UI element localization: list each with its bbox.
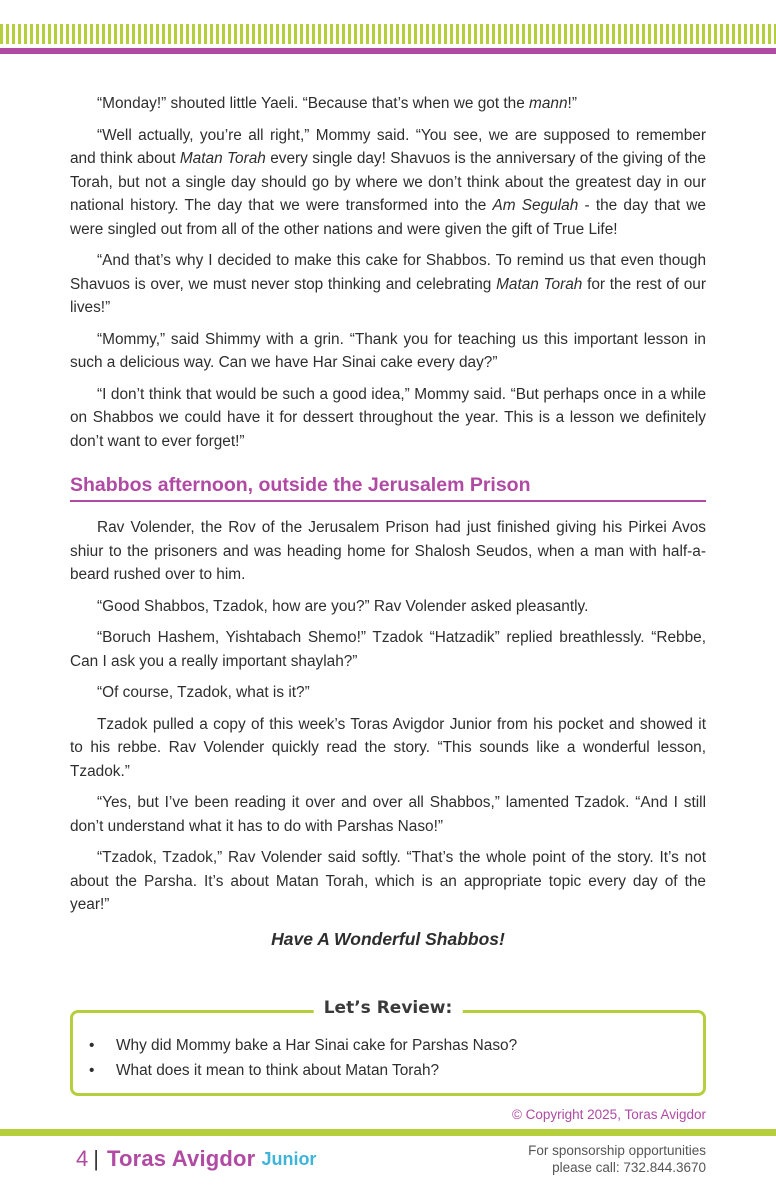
review-title: Let’s Review: xyxy=(314,998,463,1018)
paragraph-text: “Good Shabbos, Tzadok, how are you?” Rav Volender asked pleasantly. xyxy=(97,597,589,615)
review-item-text: Why did Mommy bake a Har Sinai cake for Parshas Naso? xyxy=(116,1037,518,1054)
page-number: 4 xyxy=(76,1146,89,1171)
review-item xyxy=(89,1033,517,1058)
paragraph-text: “Tzadok, Tzadok,” Rav Volender said softly. “That’s the whole point of the story. It’s not about the Parsha. It’s about Matan Torah, which is an appropriate topic every day of the year!” xyxy=(70,849,706,913)
story-paragraph xyxy=(70,595,706,619)
italic-term: Matan Torah xyxy=(179,150,266,167)
copyright-notice: © Copyright 2025, Toras Avigdor xyxy=(511,1107,706,1122)
paragraph-text: “Well actually, you’re all right,” Mommy said. “You see, we are supposed to remember and think about xyxy=(70,126,706,167)
paragraph-text: - the day that we were singled out from all of the other nations and were given the gift of True Life! xyxy=(70,197,706,238)
paragraph-text: “Mommy,” said Shimmy with a grin. “Thank you for teaching us this important lesson in such a delicious way. Can we have Har Sinai cake every day?” xyxy=(70,330,706,371)
paragraph-text: “And that’s why I decided to make this cake for Shabbos. To remind us that even though Shavuos is over, we must never stop thinking and celebrating xyxy=(70,252,706,293)
top-stripe-decoration xyxy=(0,24,776,44)
story-part-two xyxy=(70,516,706,917)
sponsorship-info xyxy=(528,1142,706,1176)
sponsorship-line: For sponsorship opportunities xyxy=(528,1143,706,1158)
paragraph-text: “I don’t think that would be such a good idea,” Mommy said. “But perhaps once in a while on Shabbos we could have it for dessert throughout the year. This is a lesson we definitely don’t want to ever forget!” xyxy=(70,385,706,450)
sponsorship-phone: please call: 732.844.3670 xyxy=(552,1160,706,1175)
review-item-text: What does it mean to think about Matan Torah? xyxy=(116,1062,440,1079)
story-paragraph xyxy=(70,681,706,705)
review-list xyxy=(89,1033,517,1083)
paragraph-text: Tzadok pulled a copy of this week’s Toras Avigdor Junior from his pocket and showed it to his rebbe. Rav Volender quickly read the story. “This sounds like a wonderful lesson, Tzadok.” xyxy=(70,715,706,780)
review-item xyxy=(89,1058,517,1083)
story-paragraph xyxy=(70,328,706,375)
paragraph-text: “Monday!” shouted little Yaeli. “Because that’s when we got the xyxy=(97,95,530,112)
paragraph-text: every single day! Shavuos is the anniversary of the giving of the Torah, but not a single day should go by where we don’t think about the greatest day in our national history. The day that we were transformed into the xyxy=(70,150,706,214)
story-paragraph xyxy=(70,846,706,917)
section-heading: Shabbos afternoon, outside the Jerusalem Prison xyxy=(70,473,706,502)
paragraph-text: “Of course, Tzadok, what is it?” xyxy=(97,684,310,701)
review-box xyxy=(70,998,706,1096)
paragraph-text: !” xyxy=(567,95,577,112)
story-part-one xyxy=(70,92,706,453)
paragraph-text: “Boruch Hashem, Yishtabach Shemo!” Tzadok “Hatzadik” replied breathlessly. “Rebbe, Can I ask you a really important shaylah?” xyxy=(70,629,706,670)
story-paragraph xyxy=(70,516,706,587)
story-content xyxy=(70,92,706,950)
story-paragraph xyxy=(70,249,706,320)
brand-logo-junior: Junior xyxy=(261,1148,317,1169)
story-paragraph xyxy=(70,713,706,784)
italic-term: Am Segulah xyxy=(492,197,579,214)
paragraph-text: “Yes, but I’ve been reading it over and over all Shabbos,” lamented Tzadok. “And I still don’t understand what it has to do with Parshas Naso!” xyxy=(70,794,706,835)
story-paragraph xyxy=(70,124,706,242)
page-separator: | xyxy=(93,1146,99,1171)
story-paragraph xyxy=(70,626,706,673)
story-paragraph xyxy=(70,791,706,838)
bottom-green-rule xyxy=(0,1129,776,1136)
story-paragraph xyxy=(70,92,706,116)
paragraph-text: for the rest of our lives!” xyxy=(70,275,706,316)
bullet-icon: • xyxy=(89,1037,95,1054)
footer-branding xyxy=(76,1146,316,1172)
top-purple-rule xyxy=(0,48,776,54)
story-paragraph xyxy=(70,383,706,454)
italic-term: mann xyxy=(529,95,568,112)
paragraph-text: Rav Volender, the Rov of the Jerusalem Prison had just finished giving his Pirkei Avos shiur to the prisoners and was heading home for Shalosh Seudos, when a man with half-a-beard rushed over to him. xyxy=(70,519,706,583)
bullet-icon: • xyxy=(89,1062,95,1079)
brand-logo-main: Toras Avigdor xyxy=(106,1146,256,1171)
closing-line: Have A Wonderful Shabbos! xyxy=(271,928,505,949)
italic-term: Matan Torah xyxy=(496,275,583,293)
